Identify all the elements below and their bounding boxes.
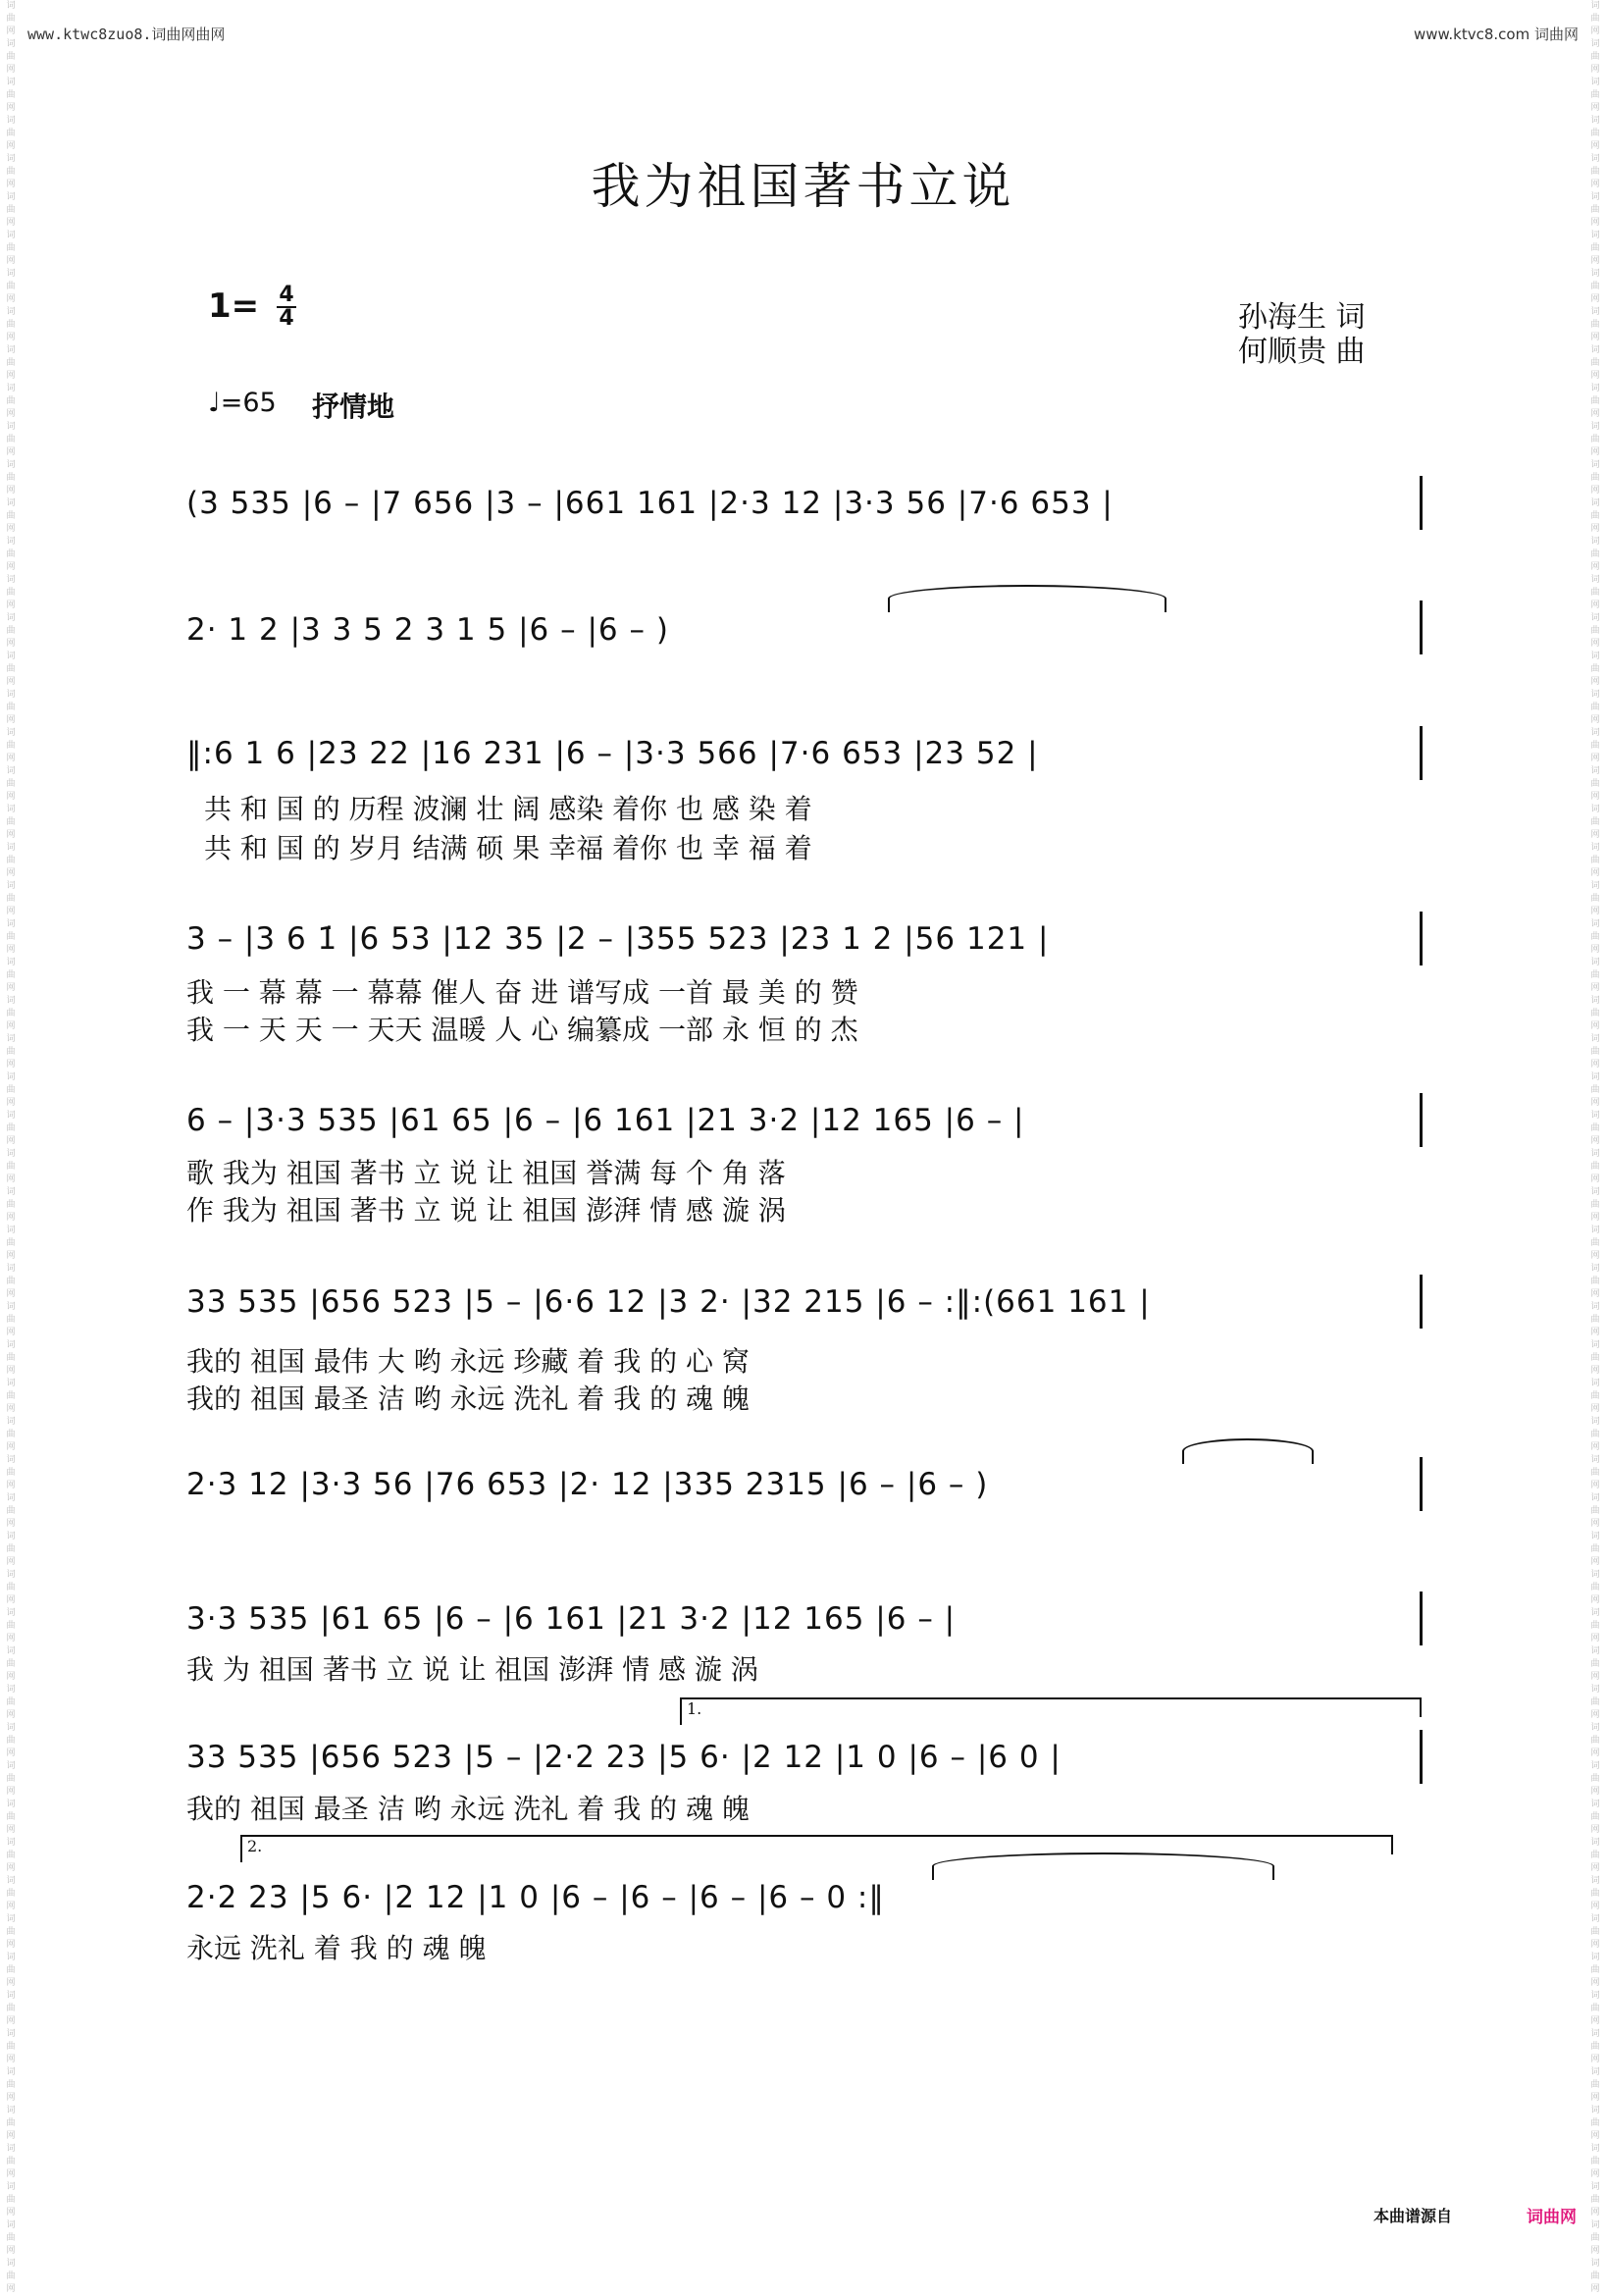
system-1-end-barline (1420, 476, 1423, 530)
system-4-lyrics-verse-2: 我 一 天 天 一 天天 温暖 人 心 编纂成 一部 永 恒 的 杰 (186, 1014, 858, 1046)
footer-site-link[interactable]: 词曲网 (1527, 2208, 1577, 2227)
tempo-mark: ♩=65 (208, 388, 277, 418)
volta-2-label: 2. (247, 1837, 263, 1855)
score-system-9-notes: 33 535 |656 523 |5 – |2·2 23 |5 6· |2 12 |1 0 |6 – |6 0 | (186, 1740, 1062, 1775)
system-8-lyrics: 我 为 祖国 著书 立 说 让 祖国 澎湃 情 感 漩 涡 (186, 1653, 758, 1686)
score-system-6-notes: 33 535 |656 523 |5 – |6·6 12 |3 2· |32 215 |6 – :‖:(661 161 | (186, 1284, 1151, 1320)
system-6-lyrics-verse-1: 我的 祖国 最伟 大 哟 永远 珍藏 着 我 的 心 窝 (186, 1345, 750, 1378)
tie-mark-final (932, 1852, 1274, 1880)
system-5-end-barline (1420, 1093, 1423, 1147)
system-7-end-barline (1420, 1457, 1423, 1511)
system-9-lyrics: 我的 祖国 最圣 洁 哟 永远 洗礼 着 我 的 魂 魄 (186, 1793, 750, 1825)
footer-source-label: 本曲谱源自 (1373, 2207, 1453, 2225)
system-3-lyrics-verse-2: 共 和 国 的 岁月 结满 硕 果 幸福 着你 也 幸 福 着 (204, 832, 812, 864)
time-signature-bottom: 4 (277, 306, 296, 330)
system-2-end-barline (1420, 600, 1423, 654)
system-3-end-barline (1420, 726, 1423, 780)
right-watermark-strip (1588, 0, 1602, 2294)
volta-2-bracket-left (240, 1835, 242, 1862)
score-system-4-notes: 3 – |3 6 1̇ |6 53 |12 35 |2 – |355 523 |23 1 2 |56 121 | (186, 921, 1050, 957)
header-right-url[interactable]: www.ktvc8.com 词曲网 (1413, 26, 1579, 43)
system-8-end-barline (1420, 1592, 1423, 1645)
volta-1-bracket-right (1420, 1697, 1422, 1717)
header-left-url[interactable]: www.ktwc8zuo8.词曲网曲网 (27, 26, 226, 43)
right-watermark-text: 词曲网词曲网词曲网词曲网词曲网词曲网词曲网词曲网词曲网词曲网词曲网词曲网词曲网词曲网词曲网词曲网词曲网词曲网词曲网词曲网词曲网词曲网词曲网词曲网词曲网词曲网词曲网词曲网词曲网词曲网词曲网词曲网词曲网词曲网词曲网词曲网词曲网词曲网词曲网词曲网词曲网词曲网词曲网词曲网词曲网词曲网词曲网词曲网词曲网词曲网词曲网词曲网词曲网词曲网词曲网词曲网词曲网词曲网词曲网词曲网 (1590, 1, 1600, 2294)
score-system-1-notes: (3 535 |6 – |7 656 |3 – |661 161 |2·3 12 |3·3 56 |7·6 653 | (186, 486, 1114, 521)
score-system-7-notes: 2·3 12 |3·3 56 |76 653 |2· 12 |335 2315 |6 – |6 – ) (186, 1467, 989, 1502)
left-watermark-strip (4, 0, 18, 2294)
system-4-lyrics-verse-1: 我 一 幕 幕 一 幕幕 催人 奋 进 谱写成 一首 最 美 的 赞 (186, 976, 858, 1009)
score-system-2-notes: 2· 1 2 |3 3 5 2 3 1 5 |6 – |6 – ) (186, 612, 669, 648)
system-6-end-barline (1420, 1275, 1423, 1329)
volta-1-bracket-top (680, 1697, 1422, 1699)
system-5-lyrics-verse-2: 作 我为 祖国 著书 立 说 让 祖国 澎湃 情 感 漩 涡 (186, 1194, 786, 1226)
score-system-8-notes: 3·3 535 |61 65 |6 – |6 161 |21 3·2 |12 165 |6 – | (186, 1601, 957, 1637)
score-system-10-notes: 2·2 23 |5 6· |2 12 |1 0 |6 – |6 – |6 – |6 – 0 :‖ (186, 1880, 885, 1915)
expression-mark: 抒情地 (312, 391, 395, 423)
score-system-5-notes: 6 – |3·3 535 |61 65 |6 – |6 161 |21 3·2 |12 165 |6 – | (186, 1103, 1025, 1138)
lyricist-credit: 孙海生 词 (1238, 300, 1366, 335)
tie-mark-2 (1182, 1438, 1314, 1464)
time-signature-top: 4 (279, 283, 294, 307)
score-system-3-notes: ‖:6 1 6 |23 22 |16 231 |6 – |3·3 566 |7·6 653 |23 52 | (186, 736, 1039, 771)
system-5-lyrics-verse-1: 歌 我为 祖国 著书 立 说 让 祖国 誉满 每 个 角 落 (186, 1157, 786, 1189)
composer-credit: 何顺贵 曲 (1238, 335, 1366, 369)
system-6-lyrics-verse-2: 我的 祖国 最圣 洁 哟 永远 洗礼 着 我 的 魂 魄 (186, 1383, 750, 1415)
volta-2-bracket-right (1391, 1835, 1393, 1854)
system-9-end-barline (1420, 1730, 1423, 1784)
volta-2-bracket-top (240, 1835, 1393, 1837)
left-watermark-text: 词曲网词曲网词曲网词曲网词曲网词曲网词曲网词曲网词曲网词曲网词曲网词曲网词曲网词曲网词曲网词曲网词曲网词曲网词曲网词曲网词曲网词曲网词曲网词曲网词曲网词曲网词曲网词曲网词曲网词曲网词曲网词曲网词曲网词曲网词曲网词曲网词曲网词曲网词曲网词曲网词曲网词曲网词曲网词曲网词曲网词曲网词曲网词曲网词曲网词曲网词曲网词曲网词曲网词曲网词曲网词曲网词曲网词曲网词曲网词曲网 (6, 1, 16, 2294)
system-4-end-barline (1420, 912, 1423, 965)
system-3-lyrics-verse-1: 共 和 国 的 历程 波澜 壮 阔 感染 着你 也 感 染 着 (204, 793, 812, 825)
volta-1-label: 1. (687, 1699, 702, 1718)
time-signature (277, 285, 296, 330)
key-signature: 1= (208, 287, 260, 326)
tie-mark (888, 585, 1166, 612)
system-10-lyrics: 永远 洗礼 着 我 的 魂 魄 (186, 1932, 487, 1964)
volta-1-bracket-left (680, 1697, 682, 1725)
song-title: 我为祖国著书立说 (591, 158, 1015, 215)
